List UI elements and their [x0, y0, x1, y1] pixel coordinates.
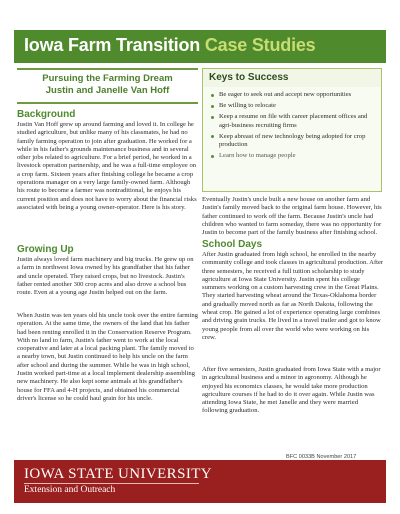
page-title — [24, 35, 316, 56]
title-part-main: Iowa Farm Transition — [24, 35, 205, 55]
growing-up-heading: Growing Up — [17, 244, 74, 255]
footer-divider — [24, 483, 199, 484]
background-heading: Background — [17, 109, 76, 120]
family-farm-paragraph: Eventually Justin's uncle built a new house on another farm and Justin's family moved back to the original farm house. However, his father continued to work off the farm. Because Justin's uncle had children who wanted to farm someday, there was no opportunity for Justin to become part of the family business after finishing school. — [202, 196, 382, 237]
university-logo-text: IOWA STATE UNIVERSITY — [24, 466, 213, 482]
school-days-heading: School Days — [202, 239, 263, 250]
story-heading-line2: Justin and Janelle Van Hoff — [45, 85, 170, 96]
story-heading — [17, 68, 198, 104]
title-banner — [14, 30, 386, 63]
key-item: Learn how to manage people — [211, 152, 375, 161]
keys-heading: Keys to Success — [203, 69, 381, 87]
key-item: Keep abreast of new technology being adopted for crop production — [211, 133, 375, 150]
story-heading-line1: Pursuing the Farming Dream — [42, 73, 173, 84]
university-footer — [14, 460, 386, 503]
title-part-accent: Case Studies — [204, 35, 316, 55]
key-item: Be willing to relocate — [211, 102, 375, 111]
key-item: Keep a resume on file with career placement offices and agri-business recruiting firms — [211, 113, 375, 130]
key-item: Be eager to seek out and accept new opportunities — [211, 91, 375, 100]
background-paragraph: Justin Van Hoff grew up around farming and loved it. In college he studied agriculture, but unlike many of his classmates, he had no family farming operation to join after graduation. He worked for a while in his father's grounds maintenance business and in several other jobs related to agriculture. For a brief period, he worked in a livestock operation partnership, and he was a full-time employee on a crop farm. Sixteen years after finishing college he became a crop operations manager on a very large family-owned farm. Although his route to become a farmer was nontraditional, he enjoys his current position and does not have to worry about the financial risks associated with being a young owner-operator. Here is his story. — [17, 121, 197, 211]
publication-number: BFC 0033B November 2017 — [286, 454, 357, 460]
growing-up-paragraph-2: When Justin was ten years old his uncle took over the entire farming operation. At the same time, the owners of the land that his father had been renting enrolled it in the Conservation Reserve Program. With no land to farm, Justin's father went to work at the local cooperative and later at a local packing plant. The family moved to a nearby town, but Justin continued to help his uncle on the farm after school and during the summer. While he was in high school, Justin worked part-time at a local implement dealership assembling new machinery. He also kept some animals at his grandfather's house for FFA and 4-H projects, and obtained his commercial driver's license so he could haul grain for his uncle. — [17, 312, 198, 402]
growing-up-paragraph-1: Justin always loved farm machinery and big trucks. He grew up on a farm in northwest Iowa owned by his grandfather that his father and uncle operated. They raised crops, but no livestock. Justin's father rented another 300 crop acres and also drove a school bus route. Even at a young age Justin helped out on the farm. — [17, 256, 194, 297]
school-days-paragraph-2: After five semesters, Justin graduated from Iowa State with a major in agricultural business and a minor in agronomy. Although he enjoyed his economics classes, he would take more production agriculture courses if he had to do it over again. While Justin was attending Iowa State, he met Janelle and they were married following graduation. — [202, 366, 381, 415]
keys-list — [203, 87, 381, 161]
keys-to-success-box — [202, 68, 382, 192]
school-days-paragraph-1: After Justin graduated from high school, he enrolled in the nearby community college and took classes in agricultural production. After three semesters, he received a full tuition scholarship to study agriculture at Iowa State University. Justin spent his college summers working on a custom harvesting crew in the Great Plains. They started harvesting wheat around the Texas-Oklahoma border and gradually moved north as far as North Dakota, following the wheat crop. He gained a lot of experience operating large combines and driving grain trucks. He lived in a travel trailer and got to know young people from all over the world who were working on his crew. — [202, 251, 384, 341]
extension-text: Extension and Outreach — [24, 485, 116, 495]
